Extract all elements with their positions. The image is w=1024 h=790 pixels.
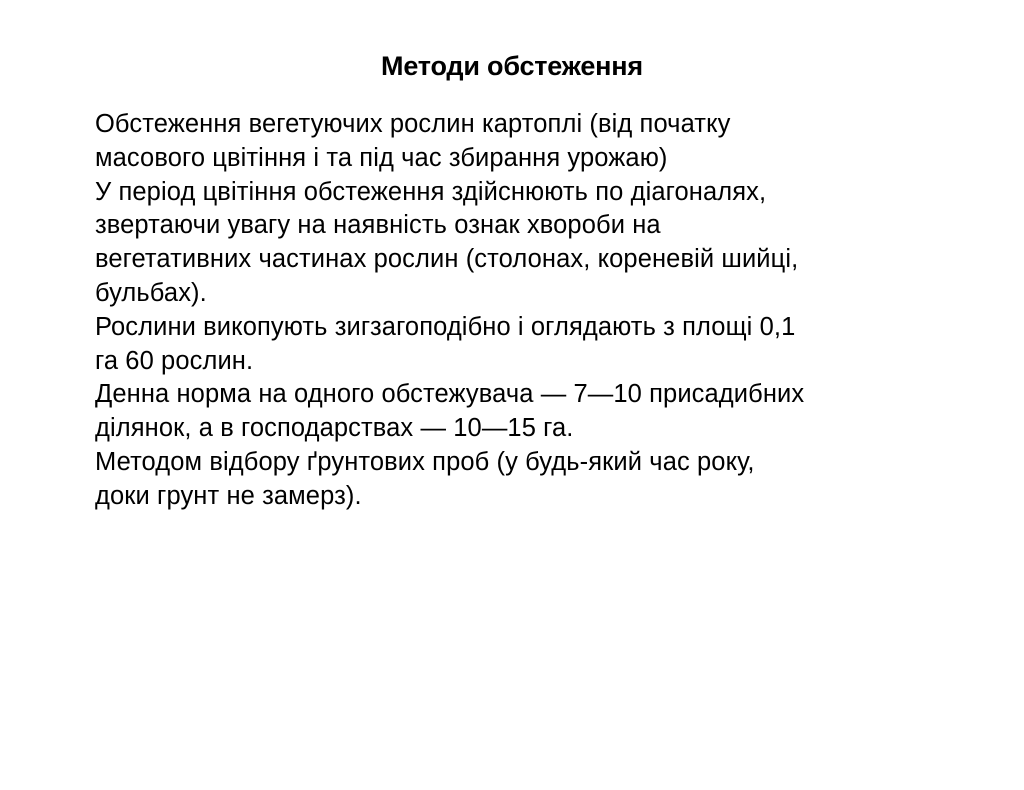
body-line: Методом відбору ґрунтових проб (у будь-який час року, [95,447,755,476]
body-line: масового цвітіння і та під час збирання урожаю) [95,143,668,172]
body-line: Обстеження вегетуючих рослин картоплі (від початку [95,110,731,138]
body-line: доки грунт не замерз). [95,481,362,510]
slide-title: Методи обстеження [381,51,643,81]
body-line: Рослини викопують зигзагоподібно і оглядають з площі 0,1 [95,312,796,341]
body-line: Денна норма на одного обстежувача — 7—10 присадибних [95,380,805,409]
body-line: У період цвітіння обстеження здійснюють по діагоналях, [95,177,767,206]
body-line: звертаючи увагу на наявність ознак хвороби на [95,211,661,240]
body-line: вегетативних частинах рослин (столонах, кореневій шийці, [95,245,799,274]
body-line: га 60 рослин. [95,346,254,375]
body-line: ділянок, а в господарствах — 10—15 га. [95,414,574,443]
body-line: бульбах). [95,278,207,307]
slide-body [95,108,1010,514]
